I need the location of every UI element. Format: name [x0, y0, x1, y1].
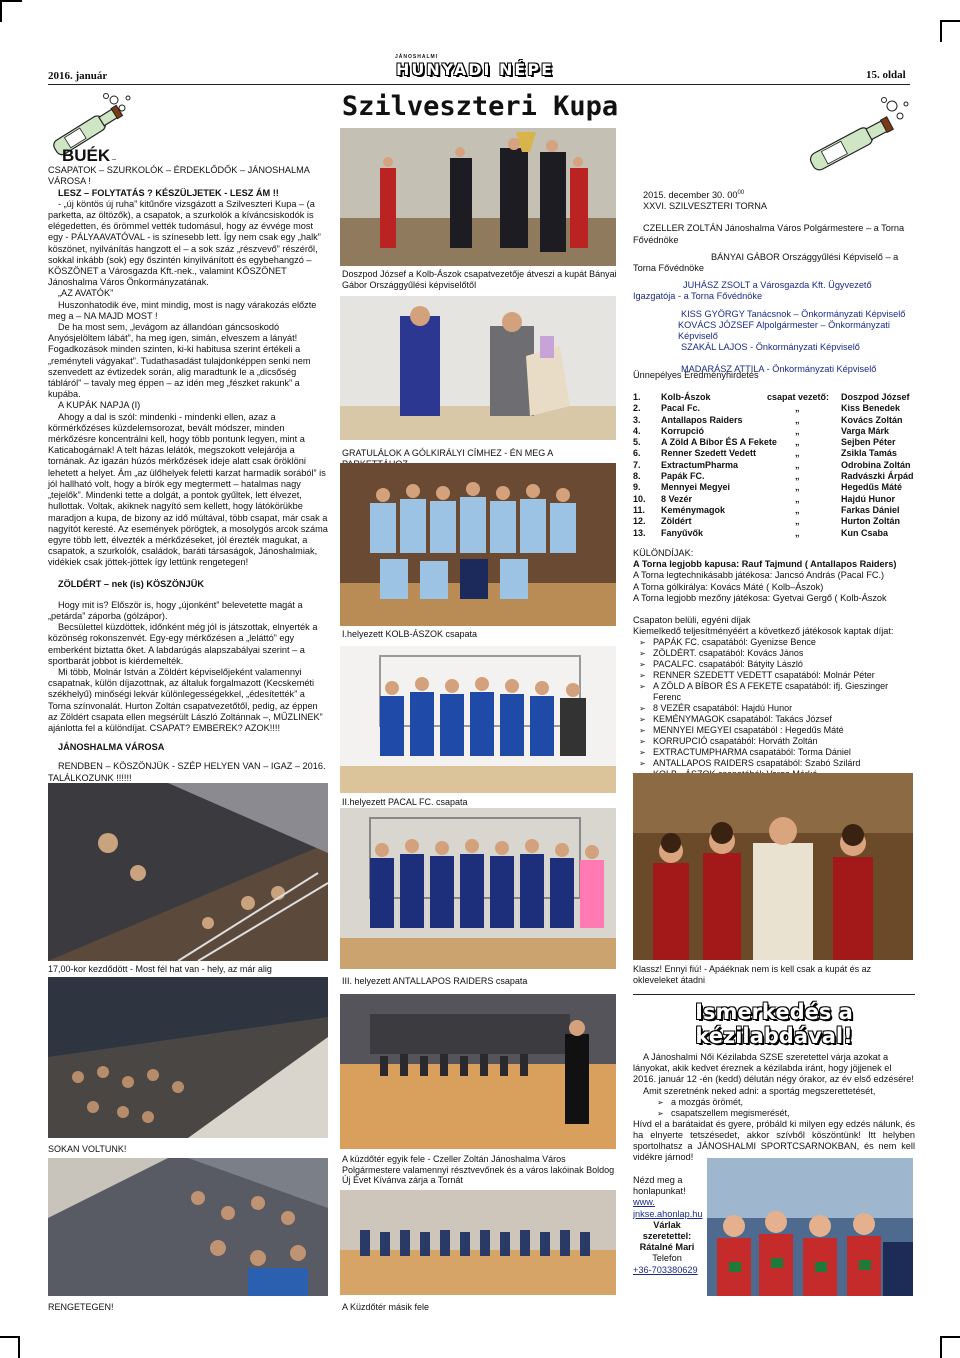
tournament-date-sup: 00	[737, 190, 745, 196]
crop-mark-br-h	[940, 1336, 960, 1338]
article-line: CSAPATOK – SZURKOLÓK – ÉRDEKLŐDŐK – JÁNOSHALMA VÁROSA !	[48, 165, 310, 187]
handball-phone-label: Telefon	[652, 1253, 682, 1264]
caption-right-1: Klassz! Ennyi fiú! - Apáéknak nem is kell csak a kupát és az okleveleket átadni	[633, 964, 872, 985]
issue-date: 2016. január	[48, 70, 108, 82]
article-line: Hogy mit is? Először is, hogy „újonként” belevetette magát a „petárda” záporba (gólzápor).	[48, 599, 303, 621]
article-line: De ha most sem, „levágom az állandóan gáncsoskodó Anyósjelöltem lábát”, ha meg igen, simán, elveszem a lányát! Fogadkozások minden szinten, ki-ki habitusa szerint értékeli a „reményteli vágyakat”. Tudathasadást tulajdonképpen senki nem szenvedett az évtizedek során, alig maradtunk le a „dicsőség tábláról” – tavaly meg éppen – az idén meg „fészket rakunk” a kupába.	[48, 322, 311, 400]
result-row: 11. Keményma​gok „ Farkas Dániel	[633, 504, 900, 515]
patron-line: BÁNYAI GÁBOR Országgyűlési Képviselő – a Torna Fővédnöke	[633, 251, 899, 274]
result-row: 12. Zöldért „ Hurton Zoltán	[633, 516, 900, 527]
results-list	[633, 392, 918, 539]
photo-court-half-2	[340, 1190, 616, 1295]
left-article	[48, 146, 328, 795]
result-row: 9. Mennyei Megyei „ Hegedűs Máté	[633, 482, 903, 493]
crop-mark-bl-h	[0, 1336, 20, 1338]
tournament-name: XXVI. SZILVESZTERI TORNA	[643, 201, 768, 212]
article-line: Huszonhatodik éve, mint mindig, most is nagy várakozás előzte meg a – NA MAJD MOST !	[48, 299, 317, 321]
result-row: 4. Korrupció „ Varga Márk	[633, 425, 890, 436]
caption-mid-7: A Küzdőtér másik fele	[342, 1302, 430, 1312]
article-subhead: A KUPÁK NAPJA (I)	[58, 400, 141, 411]
best-player: ➢ PAPÁK FC. csapatából: Gyenizse Bence	[633, 637, 918, 648]
handball-p4: Nézd meg a honlapunkat!	[633, 1175, 686, 1197]
handball-phone[interactable]: +36-703380629	[633, 1264, 698, 1275]
article-subhead: ZÖLDÉRT – nek (is) KÖSZÖNJÜK	[58, 578, 204, 589]
photo-goalking	[340, 296, 616, 440]
photo-stands-3	[48, 1158, 328, 1296]
special-award: A Torna legjobb kapusa: Rauf Tajmund ( Antallapos Raiders)	[633, 559, 897, 570]
handball-bullet: ➢ a mozgás örömét,	[651, 1097, 915, 1108]
caption-mid-4: II.helyezett PACAL FC. csapata	[342, 797, 468, 807]
best-player: ➢ PACALFC. csapatából: Bátyity László	[633, 659, 918, 670]
article-line: Mi több, Molnár István a Zöldért képviselőjeként valamennyi csapatnak, külön díjazottnak, az általuk forgalmazott (Kecskeméti székhelyű) minőségi lekvár különlegességekkel, „édesítették” a Torna színvonalát. Hurton Zoltán csapatvezetőtől, pedig, az éppen az Zöldért csapata ellen megsérült László Zoltánnak –, MŰZLINEK” ajánlotta fel a különdíjat. CSAPAT? EMBEREK? AZOK!!!!	[48, 666, 323, 733]
handball-link-www[interactable]: www.	[633, 1197, 655, 1208]
photo-girls-costume	[633, 773, 913, 960]
best-player: ➢ RENNER SZEDETT VEDETT csapatából: Molnár Péter	[633, 670, 918, 681]
best-player: ➢ KORRUPCIÓ csapatából: Horváth Zoltán	[633, 736, 918, 747]
article-line: LESZ – FOLYTATÁS ? KÉSZÜLJETEK - LESZ ÁM !!	[58, 187, 279, 198]
best-player: ➢ 8 VEZÉR csapatából: Hajdú Hunor	[633, 703, 918, 714]
result-row: 1. Kolb-Ászok csapat vezető: Doszpod József	[633, 392, 910, 402]
best-player: ➢ MENNYEI MEGYEI csapatából : Hegedűs Máté	[633, 725, 918, 736]
patron-line: KISS GYÖRGY Tanácsnok – Önkormányzati Képviselő	[681, 308, 906, 319]
patron-line: MADARÁSZ ATTILA - Önkormányzati Képviselő	[681, 363, 877, 374]
handball-contact	[633, 1175, 701, 1276]
result-row: 13. Fanyűvők „ Kun Csaba	[633, 527, 889, 538]
best-player: ➢ ZÖLDÉRT. csapatából: Kovács János	[633, 648, 918, 659]
handball-link[interactable]: jnkse.ahonlap.hu	[633, 1208, 703, 1219]
results-title: Ünnepélyes Eredményhirdetés	[633, 370, 759, 380]
photo-team-pacal-1	[340, 646, 616, 793]
photo-team-pacal-2	[340, 808, 616, 969]
photo-court-half-1	[340, 994, 616, 1149]
special-award: A Torna legjobb mezőny játékosa: Gyetvai Gergő ( Kolb-Ászok	[633, 592, 887, 603]
handball-intro	[633, 1052, 915, 1163]
page-title: Szilveszteri Kupa	[341, 91, 619, 122]
result-row: 5. A Zöld A Bíbor ÉS A Fekete „ Sejben Péter	[633, 437, 896, 448]
caption-mid-6: A küzdőtér egyik fele - Czeller Zoltán Jánoshalma Város Polgármestere valamennyi résztvevőnek és a város lakóinak Boldog Új Évet Kívánva zárja a Tornát	[342, 1154, 615, 1185]
patron-line: CZELLER ZOLTÁN Jánoshalma Város Polgármestere – a Torna Fővédnöke	[633, 223, 905, 245]
buek-dash: –	[110, 156, 117, 163]
buek-heading: BUÉK	[62, 146, 111, 165]
handball-p3: Hívd el a barátaidat és gyere, próbáld ki milyen egy edzés nálunk, és ha elnyerte tetszésedet, akkor szívből köszöntünk! Itt helyben sportolhatsz a JÁNOSHALMI SPORTCSARNOKBAN, és nem kell vidékre járnod!	[633, 1118, 915, 1163]
handball-title-2: kézilabdával!	[695, 1024, 853, 1048]
special-title: KÜLÖNDÍJAK:	[633, 548, 694, 558]
caption-mid-1: Doszpod József a Kolb-Ászok csapatvezetője átveszi a kupát Bányai Gábor Országgyűlési képviselőtől	[342, 269, 617, 290]
article-line: - „új köntös új ruha” kitűnőre vizsgázott a Szilveszteri Kupa – (a parketta, az öltözők), a csapatok, a szurkolók a kíváncsiskodók is elégedetten, és örömmel vették tudomásul, hogy az évvége most egy - PÁLYAAVATÓVAL - is színesebb lett. Így nem csak egy „halk” köszönet, nyilvánítás hangzott el – a sok száz „részvevő” részéről, sokkal inkább (sok) egy őszintén kinyilvánított és egybehangzó – KÖSZÖNET a Városgazda Kft.-nek., valamint KÖSZÖNET Jánoshalma Város Önkormányzatának.	[48, 198, 321, 288]
result-row: 8. Papák FC. „ Radvászki Árpád	[633, 471, 914, 482]
caption-mid-5: III. helyezett ANTALLAPOS RAIDERS csapata	[342, 976, 528, 986]
patron-line: KOVÁCS JÓZSEF Alpolgármester – Önkormányzati Képviselő	[678, 319, 890, 342]
caption-mid-3: I.helyezett KOLB-ÁSZOK csapata	[342, 629, 478, 639]
photo-stands-1	[48, 783, 328, 961]
crop-mark-br-v	[940, 1336, 942, 1358]
photo-cup-award	[340, 128, 616, 266]
handball-name: Rátalné Mari	[639, 1242, 695, 1253]
special-award: A Torna gólkirálya: Kovács Máté ( Kolb–Ászok)	[633, 581, 824, 592]
masthead-title: HUNYADI NÉPE	[396, 60, 554, 79]
result-row: 7. ExtractumPharma „ Odrobina Zoltán	[633, 459, 911, 470]
handball-wait: Várlak szeretettel:	[642, 1219, 692, 1242]
article-line: RENDBEN – KÖSZÖNJÜK - SZÉP HELYEN VAN – IGAZ – 2016. TALÁLKOZUNK !!!!!!	[48, 761, 326, 783]
right-rule	[633, 994, 915, 995]
page-number: 15. oldal	[866, 69, 906, 81]
result-row: 2. Pacal Fc. „ Kiss Benedek	[633, 403, 901, 414]
result-row: 6. Renner Szedett Vedett „ Zsikla Tamás	[633, 448, 897, 459]
tournament-info	[633, 188, 913, 375]
patron-line: SZAKÁL LAJOS - Önkormányzati Képviselő	[681, 342, 860, 353]
caption-mid-2: GRATULÁLOK A GÓLKIRÁLYI CÍMHEZ - ÉN MEG A	[342, 448, 553, 458]
caption-left-1: 17,00-kor kezdődött - Most fél hat van - hely, az már alig	[48, 964, 272, 974]
article-line: Becsülettel küzdöttek, időnként még jól is játszottak, elnyerték a közönség rokonszenvét. Egy-egy mérkőzésen a „leláttó” egy emberként biztatta őket. A labdarúgás alapszabályai szerint – a sportbarát jobbot is kiérdemelték.	[48, 622, 318, 666]
crop-mark-tr-h	[940, 20, 960, 22]
photo-team-kolb	[340, 463, 616, 626]
result-row: 10. 8 Vezér „ Hajdú Hunor	[633, 493, 895, 504]
patron-line: JUHÁSZ ZSOLT a Városgazda Kft. Ügyvezető Igazgatója - a Torna Fővédnöke	[633, 280, 872, 302]
handball-title	[633, 1000, 915, 1048]
article-line: Ahogy a dal is szól: mindenki - mindenki ellen, azaz a körmérkőzéses küzdelemsorozat, bevált módszer, minden mérkőzésre koncentrálni kell, hogy több pontunk legyen, mint a Katicabogárnak! A telt házas lelátók, megszokott velejárója a tornának. Az igazán húzós mérkőzések ideje alatt csak öröklöni lehetett a helyet. Ám „az ülőhelyek feletti karzat harmadik sorából” is jól hallható volt, hogy a bírók egy megtermett – hatalmas nagy „tejelők”. Mindenki tette a dolgát, a pontok gyűltek, lett élvezet, hullottak. Voltak, akiknek nagyító sem kellett, hogy látókörükbe maradjon a kupa, de bizony az idő múltával, több csapat, már csak a nagyítót keresté. Az események pörögtek, a mosolygós arcok száma egyre több lett, élvezték a mérkőzéseket, jól érezték magukat, a csapatok, a szurkolók, családok, baráti társaságok, Jánoshalmiak, vidékiek csak jöttek-jöttek így lettünk rengetegen!	[48, 411, 328, 568]
crop-mark-bl-v	[18, 1336, 20, 1358]
article-subhead: JÁNOSHALMA VÁROSA	[58, 742, 165, 753]
result-row: 3. Antallapos Raiders „ Kovács Zoltán	[633, 414, 903, 425]
handball-p2: Amit szeretnénk neked adni: a sportág megszerettetését,	[643, 1085, 876, 1096]
handball-title-1: Ismerkedés a	[695, 1000, 853, 1024]
special-award: A Torna legtechnikásabb játékosa: Jancsó András (Pacal FC.)	[633, 570, 885, 581]
masthead-small: JÁNOSHALMI	[395, 54, 439, 60]
crop-mark-tr-v	[940, 20, 942, 42]
header-rule	[48, 84, 910, 85]
caption-left-2: SOKAN VOLTUNK!	[48, 1144, 127, 1154]
crop-mark-tl-h	[0, 0, 22, 2]
best-title: Csapaton belüli, egyéni díjak	[633, 615, 751, 626]
crop-mark-tl-v	[0, 0, 2, 22]
handball-p1: A Jánoshalmi Női Kézilabda SZSE szeretettel várja azokat a lányokat, akik kedvet éreznek a kézilabda iránt, hogy jöjjenek el 2016. január 12 -én (kedd) délután négy órakor, az év első edzésére!	[633, 1052, 914, 1085]
special-awards	[633, 548, 918, 780]
tournament-date: 2015. december 30. 00	[643, 190, 738, 201]
photo-stands-2	[48, 977, 328, 1138]
best-player: ➢ ANTALLAPOS RAIDERS csapatából: Szabó Szilárd	[633, 758, 918, 769]
photo-handball-girls	[707, 1158, 913, 1296]
caption-left-3: RENGETEGEN!	[48, 1302, 114, 1312]
article-subhead: „AZ AVATÓK”	[58, 288, 114, 299]
masthead	[395, 54, 555, 79]
handball-bullet: ➢ csapatszellem megismerését,	[651, 1108, 915, 1119]
best-subtitle: Kiemelkedő teljesítményéért a következő játékosok kaptak díjat:	[633, 626, 894, 637]
best-player: ➢ KEMÉNYMAGOK csapatából: Takács József	[633, 714, 918, 725]
best-player: ➢ A ZÖLD A BÍBOR ÉS A FEKETE csapatából: ifj. Gieszinger Ferenc	[633, 681, 918, 703]
champagne-icon-right	[800, 96, 912, 172]
best-player: ➢ EXTRACTUMPHARMA csapatából: Torma Dániel	[633, 747, 918, 758]
